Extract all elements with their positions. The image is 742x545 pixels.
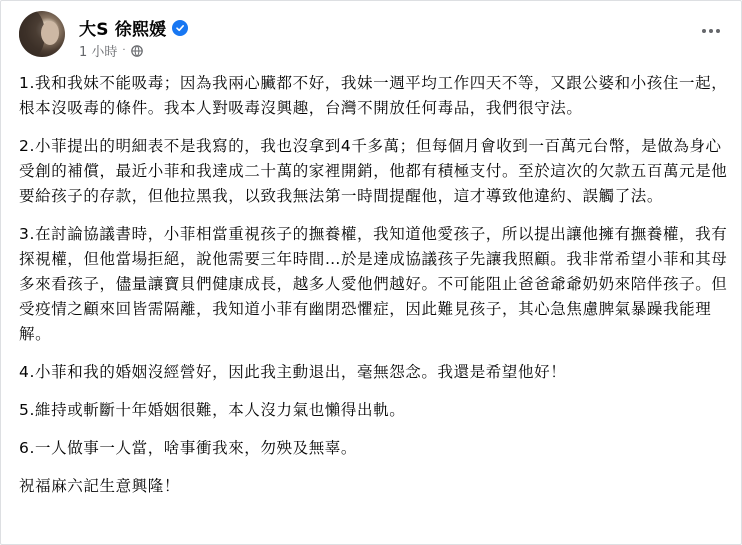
post-paragraph-7: 祝福麻六記生意興隆！	[19, 477, 181, 495]
post-meta	[79, 41, 143, 60]
more-dot	[716, 29, 720, 33]
post-paragraph-3: 3.在討論協議書時，小菲相當重視孩子的撫養權，我知道他愛孩子，所以提出讓他擁有撫養權，我有探視權，但他當場拒絕，說他需要三年時間…於是達成協議孩子先讓我照顧。我非常希望小菲和其母多來看孩子，儘量讓寶貝們健康成長，越多人愛他們越好。不可能阻止爸爸爺爺奶奶來陪伴孩子。但受疫情之顧來回皆需隔離，我知道小菲有幽閉恐懼症，因此難見孩子，其心急焦慮脾氣暴躁我能理解。	[19, 225, 728, 343]
post-paragraph-2: 2.小菲提出的明細表不是我寫的，我也沒拿到4千多萬；但每個月會收到一百萬元台幣，是做為身心受創的補償，最近小菲和我達成二十萬的家裡開銷，他都有積極支付。至於這次的欠款五百萬元是他要給孩子的存款，但他拉黑我，以致我無法第一時間提醒他，這才導致他違約、誤觸了法。	[19, 137, 728, 205]
post-paragraph-1: 1.我和我妹不能吸毒；因為我兩心臟都不好，我妹一週平均工作四天不等，又跟公婆和小孩住一起，根本沒吸毒的條件。我本人對吸毒沒興趣，台灣不開放任何毒品，我們很守法。	[19, 74, 728, 117]
post-paragraph-4: 4.小菲和我的婚姻沒經營好，因此我主動退出，毫無怨念。我還是希望他好！	[19, 363, 567, 381]
more-dot	[709, 29, 713, 33]
globe-icon[interactable]	[131, 45, 143, 57]
post-paragraph-6: 6.一人做事一人當，啥事衝我來，勿殃及無辜。	[19, 439, 357, 457]
author-row	[79, 15, 188, 40]
post-time[interactable]: 1 小時	[79, 45, 118, 60]
avatar-face	[41, 21, 59, 45]
post-paragraph-5: 5.維持或斬斷十年婚姻很難，本人沒力氣也懶得出軌。	[19, 401, 406, 419]
more-dot	[702, 29, 706, 33]
post-content	[19, 71, 729, 512]
meta-separator: ·	[122, 45, 126, 56]
post-header	[19, 11, 725, 61]
author-name[interactable]: 大S 徐熙媛	[79, 20, 167, 40]
verified-badge-icon	[172, 20, 188, 36]
more-options-icon[interactable]	[697, 21, 725, 41]
avatar[interactable]	[19, 11, 65, 57]
